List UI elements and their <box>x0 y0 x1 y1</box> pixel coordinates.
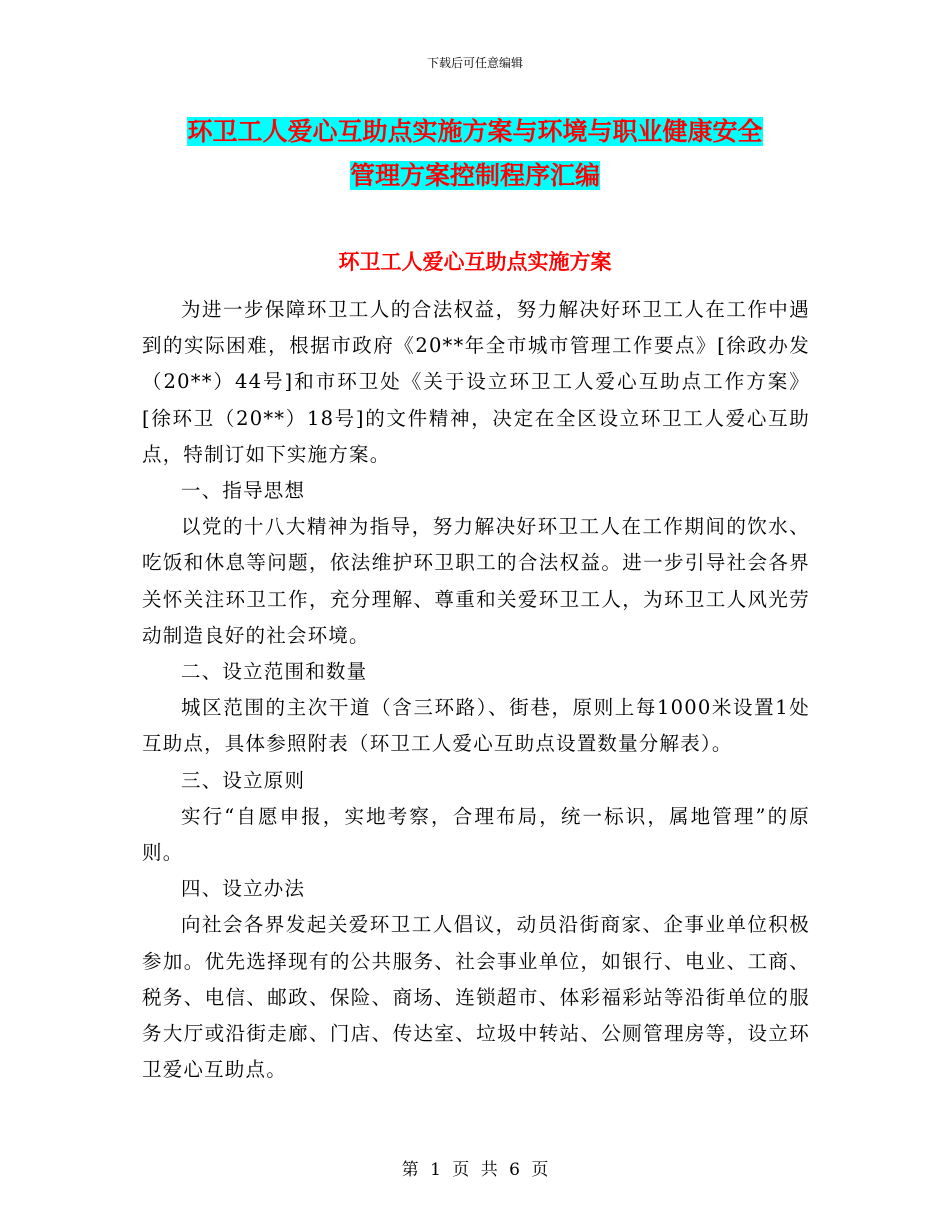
page-number: 第 1 页 共 6 页 <box>401 1160 549 1180</box>
paragraph-scope-and-quantity: 城区范围的主次干道（含三环路）、街巷，原则上每1000米设置1处互助点，具体参照附表（环卫工人爱心互助点设置数量分解表）。 <box>142 696 810 756</box>
paragraph-methods: 向社会各界发起关爱环卫工人倡议，动员沿街商家、企事业单位积极参加。优先选择现有的公共服务、社会事业单位，如银行、电业、工商、税务、电信、邮政、保险、商场、连锁超市、体彩福彩站等沿街单位的服务大厅或沿街走廊、门店、传达室、垃圾中转站、公厕管理房等，设立环卫爱心互助点。 <box>142 913 810 1082</box>
document-body <box>142 292 810 1088</box>
paragraph-guiding-ideology: 以党的十八大精神为指导，努力解决好环卫工人在工作期间的饮水、吃饭和休息等问题，依法维护环卫职工的合法权益。进一步引导社会各界关怀关注环卫工作，充分理解、尊重和关爱环卫工人，为环卫工人风光劳动制造良好的社会环境。 <box>142 515 810 647</box>
paragraph-intro: 为进一步保障环卫工人的合法权益，努力解决好环卫工人在工作中遇到的实际困难，根据市政府《20**年全市城市管理工作要点》[徐政办发（20**）44号]和市环卫处《关于设立环卫工人爱心互助点工作方案》[徐环卫（20**）18号]的文件精神，决定在全区设立环卫工人爱心互助点，特制订如下实施方案。 <box>142 298 810 466</box>
paragraph-principles: 实行“自愿申报，实地考察，合理布局，统一标识，属地管理”的原则。 <box>142 804 810 865</box>
section-title: 环卫工人爱心互助点实施方案 <box>338 250 612 274</box>
document-title-line-2: 管理方案控制程序汇编 <box>349 161 600 190</box>
document-title-line-1: 环卫工人爱心互助点实施方案与环境与职业健康安全 <box>187 117 763 146</box>
heading-guiding-ideology: 一、指导思想 <box>181 479 306 503</box>
heading-methods: 四、设立办法 <box>181 877 306 901</box>
header-note: 下载后可任意编辑 <box>426 56 523 70</box>
heading-principles: 三、设立原则 <box>181 768 306 792</box>
heading-scope-and-quantity: 二、设立范围和数量 <box>181 660 368 684</box>
document-title <box>140 110 810 198</box>
